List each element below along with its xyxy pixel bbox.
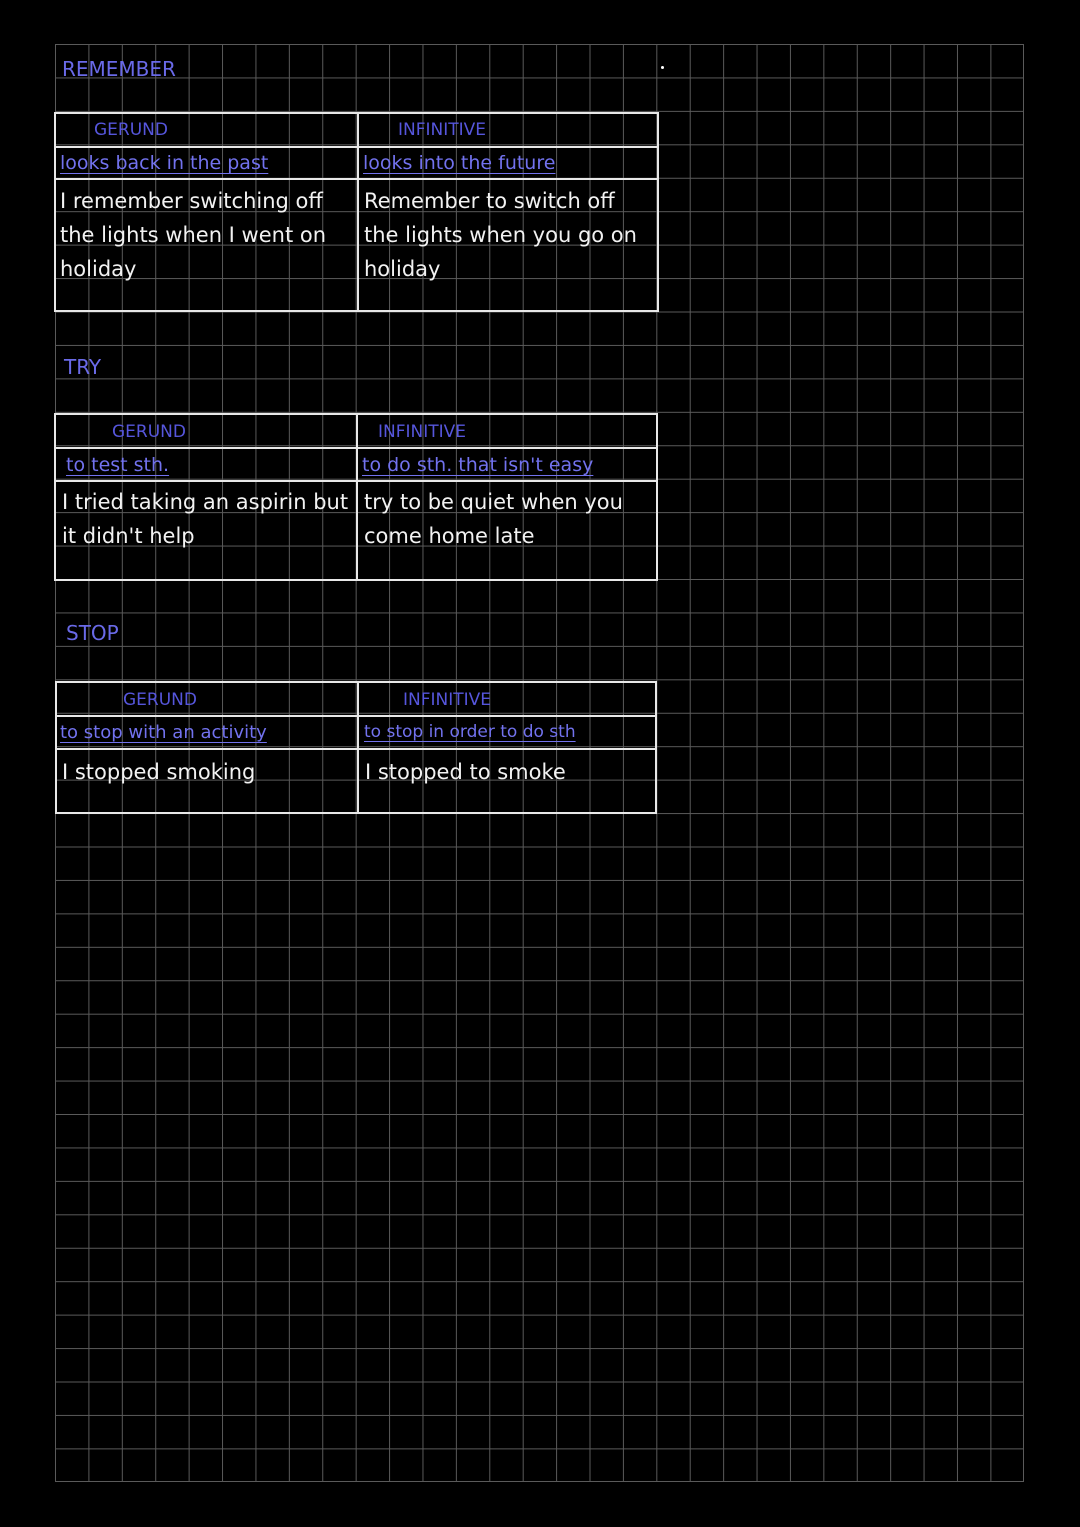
gerund-meaning: to stop with an activity	[60, 722, 267, 743]
infinitive-meaning: to do sth. that isn't easy	[362, 454, 594, 476]
gerund-meaning: to test sth.	[66, 454, 170, 476]
row-divider	[57, 715, 655, 717]
ink-dot	[661, 66, 664, 69]
gerund-column-label: GERUND	[123, 690, 197, 710]
column-divider	[357, 114, 359, 310]
infinitive-column-label: INFINITIVE	[378, 422, 467, 442]
infinitive-meaning: to stop in order to do sth	[364, 722, 576, 742]
gerund-column-label: GERUND	[112, 422, 186, 442]
gerund-example: I tried taking an aspirin but it didn't help	[62, 490, 349, 548]
gerund-example: I remember switching off the lights when I went on holiday	[60, 189, 327, 281]
row-divider	[56, 447, 656, 449]
section-heading-try: TRY	[64, 355, 102, 379]
gerund-meaning: looks back in the past	[60, 152, 269, 174]
row-divider	[56, 146, 657, 148]
infinitive-example: try to be quiet when you come home late	[364, 490, 623, 548]
infinitive-meaning: looks into the future	[363, 152, 556, 174]
infinitive-example: I stopped to smoke	[365, 760, 566, 784]
gerund-example: I stopped smoking	[62, 760, 256, 784]
infinitive-column-label: INFINITIVE	[403, 690, 492, 710]
table-stop	[55, 681, 657, 814]
table-remember	[54, 112, 659, 312]
section-heading-remember: REMEMBER	[62, 57, 176, 81]
row-divider	[57, 748, 655, 750]
column-divider	[356, 415, 358, 579]
gerund-column-label: GERUND	[94, 120, 168, 140]
infinitive-example: Remember to switch off the lights when you go on holiday	[364, 189, 637, 281]
table-try	[54, 413, 658, 581]
section-heading-stop: STOP	[66, 621, 119, 645]
row-divider	[56, 178, 657, 180]
row-divider	[56, 480, 656, 482]
infinitive-column-label: INFINITIVE	[398, 120, 487, 140]
